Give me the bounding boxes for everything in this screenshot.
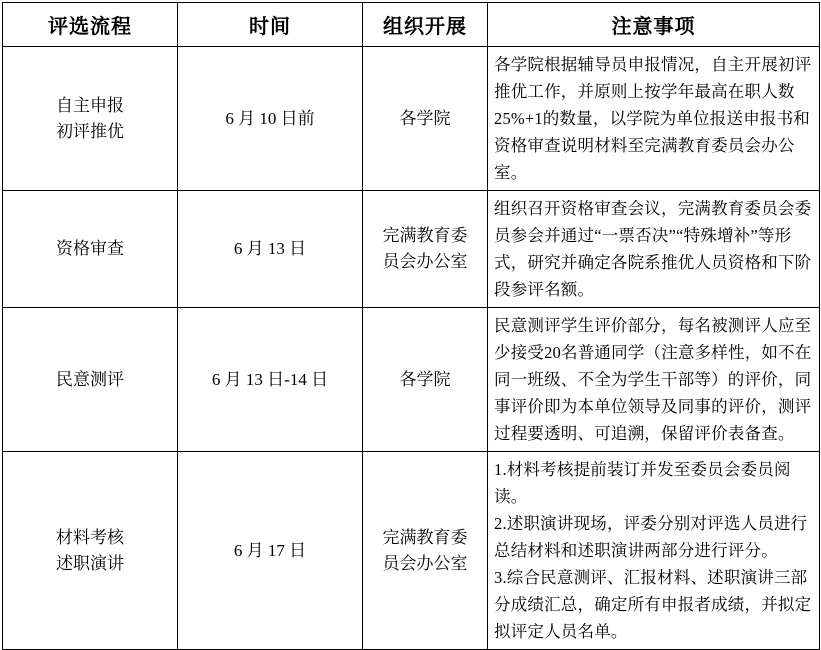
- cell-time: [178, 308, 363, 452]
- cell-time: 6 月 17 日: [178, 452, 363, 650]
- table-row: [3, 452, 820, 650]
- step-line: 材料考核: [56, 527, 124, 547]
- table-row: [3, 191, 820, 308]
- notes-item: 1.材料考核提前装订并发至委员会委员阅读。: [494, 460, 791, 506]
- cell-notes: [488, 47, 820, 191]
- notes-item: 3.综合民意测评、汇报材料、述职演讲三部分成绩汇总，确定所有申报者成绩，并拟定拟评定人员名单。: [494, 568, 812, 641]
- cell-org: [363, 191, 488, 308]
- cell-step: [3, 191, 178, 308]
- column-header-step: 评选流程: [3, 3, 178, 47]
- notes-text: 组织召开资格审查会议，完满教育委员会委员参会并通过“一票否决”“特殊增补”等形式，研究并确定各院系推优人员资格和下阶段参评名额。: [494, 199, 812, 299]
- org-line: 各学院: [399, 369, 451, 389]
- document-page: [0, 2, 821, 641]
- cell-org: [363, 452, 488, 650]
- step-line: 民意测评: [56, 369, 124, 389]
- org-line: 员会办公室: [382, 252, 468, 271]
- cell-notes: [488, 308, 820, 452]
- notes-text: 民意测评学生评价部分，每名被测评人应至少接受20名普通同学（注意多样性，如不在同一班级、不全为学生干部等）的评价，同事评价即为本单位领导及同事的评价，测评过程要透明、可追溯，保留评价表备查。: [494, 316, 812, 443]
- cell-step: [3, 47, 178, 191]
- step-line: 述职演讲: [56, 553, 124, 573]
- table-row: [3, 47, 820, 191]
- cell-org: [363, 308, 488, 452]
- cell-notes: [488, 191, 820, 308]
- org-line: 完满教育委: [382, 226, 468, 245]
- column-header-notes: 注意事项: [488, 3, 820, 47]
- time-text: 6 月 13 日-14 日: [211, 369, 329, 389]
- table-row: [3, 308, 820, 452]
- cell-step: [3, 308, 178, 452]
- org-line: 完满教育委: [382, 527, 468, 547]
- notes-item: 2.述职演讲现场，评委分别对评选人员进行总结材料和述职演讲两部分进行评分。: [494, 514, 808, 560]
- cell-time: 6 月 10 日前: [178, 47, 363, 191]
- step-line: 初评推优: [56, 121, 124, 141]
- step-line: 自主申报: [56, 95, 124, 115]
- notes-text: 各学院根据辅导员申报情况，自主开展初评推优工作，并原则上按学年最高在职人数25%+1的数量，以学院为单位报送申报书和资格审查说明材料至完满教育委员会办公室。: [494, 55, 812, 182]
- step-line: 资格审查: [56, 239, 124, 258]
- column-header-org: 组织开展: [363, 3, 488, 47]
- cell-step: [3, 452, 178, 650]
- cell-time: 6 月 13 日: [178, 191, 363, 308]
- org-line: 员会办公室: [382, 553, 468, 573]
- column-header-time: 时间: [178, 3, 363, 47]
- table-header-row: [3, 3, 820, 47]
- org-line: 各学院: [399, 108, 451, 128]
- cell-notes: [488, 452, 820, 650]
- cell-org: [363, 47, 488, 191]
- selection-process-table: [2, 2, 820, 650]
